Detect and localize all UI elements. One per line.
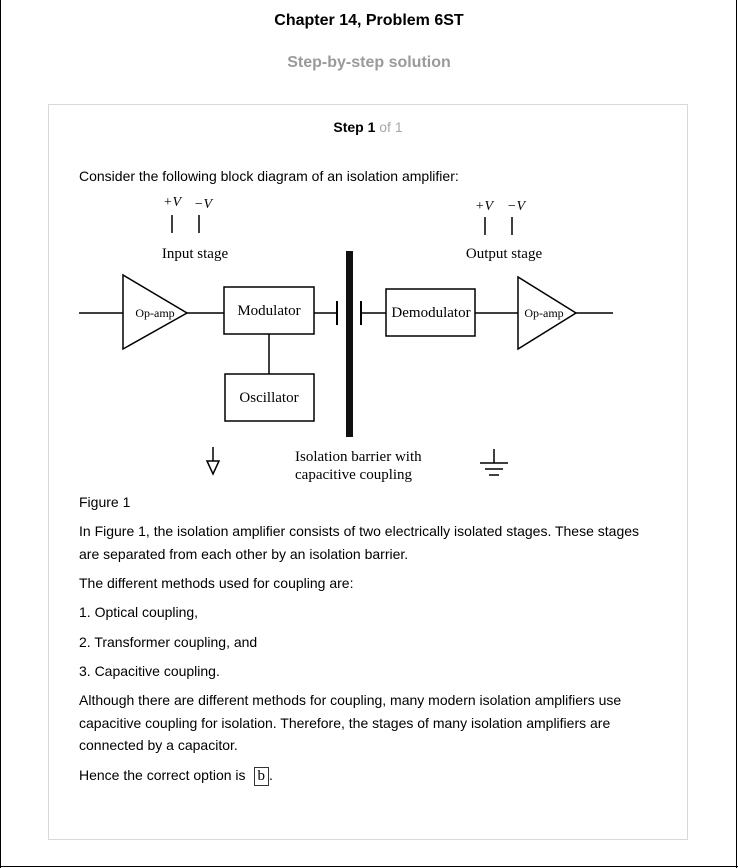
frame-right-border [736,0,737,868]
list-item-capacitive: 3. Capacitive coupling. [79,663,220,679]
oscillator-label: Oscillator [239,390,299,406]
paragraph-modern-amplifiers: Although there are different methods for coupling, many modern isolation amplifiers use capacitive coupling for isolation. Therefore, the stages of many isolation amplifiers are connected by a capacitor. [79,692,622,753]
page-title: Chapter 14, Problem 6ST [274,12,464,29]
paragraph-isolated-stages: In Figure 1, the isolation amplifier consists of two electrically isolated stages. These stages are separated from each other by an isolation barrier. [79,523,640,562]
output-plus-v-label: +V [475,199,493,214]
barrier-caption-line1: Isolation barrier with [295,449,422,465]
answer-option-box: b [254,767,270,786]
barrier-caption-line2: capacitive coupling [295,467,413,483]
step-indicator [49,119,687,135]
page-subtitle: Step-by-step solution [287,54,451,71]
modulator-label: Modulator [237,303,301,319]
input-minus-v-label: −V [194,197,212,212]
list-item-optical: 1. Optical coupling, [79,604,199,620]
isolation-amplifier-diagram [41,191,641,489]
figure-label: Figure 1 [79,494,131,510]
output-op-amp [518,277,576,349]
input-stage-label: Input stage [161,246,229,262]
input-op-amp-label: Op-amp [135,306,175,320]
oscillator-block [225,374,314,421]
output-stage-label: Output stage [465,246,543,262]
isolation-barrier [346,251,353,437]
answer-line [79,764,659,787]
input-ground-icon [207,447,219,474]
input-supply-terminals [163,195,213,233]
step-label: Step 1 [333,119,376,135]
answer-prefix: Hence the correct option is [79,767,246,783]
answer-suffix: . [269,767,273,783]
list-item-transformer: 2. Transformer coupling, and [79,634,258,650]
demodulator-block [386,289,475,336]
input-op-amp [123,275,187,349]
solution-card [48,104,688,840]
paragraph-coupling-methods: The different methods used for coupling are: [79,575,354,591]
frame-bottom-border [0,866,738,867]
input-plus-v-label: +V [163,195,181,210]
output-op-amp-label: Op-amp [524,306,564,320]
intro-text: Consider the following block diagram of an isolation amplifier: [79,168,459,184]
output-minus-v-label: −V [507,199,525,214]
demodulator-label: Demodulator [391,305,471,321]
step-total: of 1 [379,119,403,135]
frame-left-border [0,0,1,868]
modulator-block [224,287,314,334]
output-supply-terminals [475,199,526,235]
output-ground-icon [480,449,508,475]
